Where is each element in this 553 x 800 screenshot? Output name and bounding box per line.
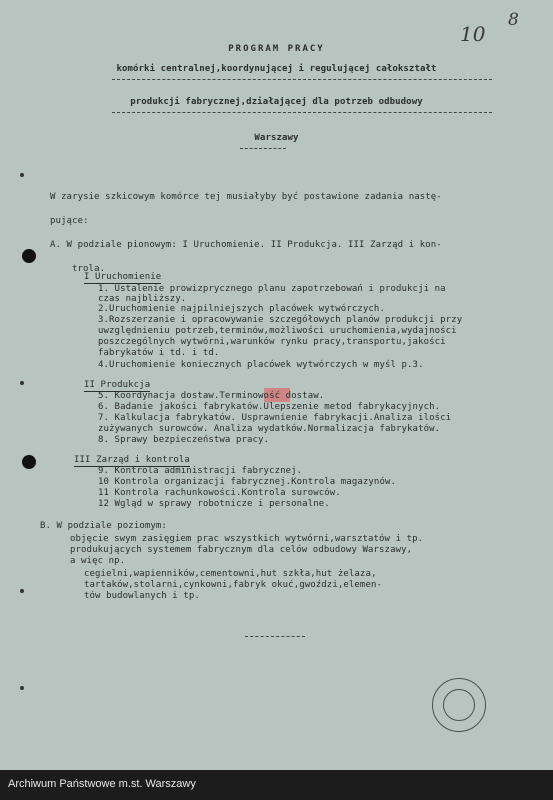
- section1-item: fabrykatów i td. i td.: [98, 348, 220, 358]
- partB-line: cegielni,wapienników,cementowni,hut szkła,hut żelaza,: [84, 569, 377, 579]
- section2-item: 5. Koordynacja dostaw.Terminowość dostaw.: [98, 391, 325, 401]
- section2-item: 8. Sprawy bezpieczeństwa pracy.: [98, 435, 270, 445]
- section1-item: uwzględnieniu potrzeb,terminów,możliwości uruchomienia,wydajności: [98, 326, 457, 336]
- section3-item: 11 Kontrola rachunkowości.Kontrola surowców.: [98, 488, 341, 498]
- closing-divider: [245, 636, 305, 637]
- punch-hole: [22, 249, 36, 263]
- section-heading-2: II Produkcja: [84, 380, 151, 390]
- partB-line: produkujących systemem fabrycznym dla celów odbudowy Warszawy,: [70, 545, 413, 555]
- section1-item: czas najbliższy.: [98, 294, 187, 304]
- intro-line-4: trola.: [72, 264, 106, 274]
- section2-item: 7. Kalkulacja fabrykatów. Usprawnienie fabrykacji.Analiza ilości: [98, 413, 452, 423]
- section2-item: zużywanych surowców. Analiza wydatków.Normalizacja fabrykatów.: [98, 424, 441, 434]
- subtitle-line-2: produkcji fabrycznej,działającej dla potrzeb odbudowy: [130, 97, 423, 107]
- partB-line: a więc np.: [70, 556, 126, 566]
- section1-item: 3.Rozszerzanie i opracowywanie szczegółowych planów produkcji przy: [98, 315, 463, 325]
- punch-mark: [20, 381, 24, 385]
- section1-item: 2.Uruchomienie najpilniejszych placówek wytwórczych.: [98, 304, 385, 314]
- archive-name: Archiwum Państwowe m.st. Warszawy: [8, 778, 196, 790]
- intro-line-1: W zarysie szkicowym komórce tej musiałyby być postawione zadania nastę-: [50, 192, 442, 202]
- subtitle-divider-1: [112, 79, 492, 80]
- handwritten-corner-number: 8: [508, 10, 519, 30]
- subtitle-line-1: komórki centralnej,koordynującej i regulującej całokształt: [116, 64, 437, 74]
- section3-item: 10 Kontrola organizacji fabrycznej.Kontrola magazynów.: [98, 477, 396, 487]
- subtitle-divider-2: [112, 112, 492, 113]
- subtitle-divider-3: [240, 148, 286, 149]
- document-title: PROGRAM PRACY: [228, 44, 325, 54]
- section1-item: 4.Uruchomienie koniecznych placówek wytwórczych w myśl p.3.: [98, 360, 424, 370]
- archive-stamp-inner: [443, 689, 475, 721]
- section1-item: poszczególnych wytwórni,warunków rynku pracy,transportu,jakości: [98, 337, 446, 347]
- subtitle-line-3: Warszawy: [254, 133, 299, 143]
- punch-mark: [20, 589, 24, 593]
- punch-mark: [20, 686, 24, 690]
- section2-item: 6. Badanie jakości fabrykatów.Ulepszenie metod fabrykacyjnych.: [98, 402, 441, 412]
- section-heading-3: III Zarząd i kontrola: [74, 455, 190, 465]
- handwritten-page-number: 10: [460, 22, 486, 46]
- archive-stamp: [432, 678, 486, 732]
- partB-line: B. W podziale poziomym:: [40, 521, 167, 531]
- partB-line: tartaków,stolarni,cynkowni,fabryk okuć,gwoździ,elemen-: [84, 580, 382, 590]
- archive-footer: [0, 770, 553, 800]
- intro-line-3: A. W podziale pionowym: I Uruchomienie. II Produkcja. III Zarząd i kon-: [50, 240, 442, 250]
- punch-hole: [22, 455, 36, 469]
- section-heading-1: I Uruchomienie: [84, 272, 162, 282]
- intro-line-2: pujące:: [50, 216, 89, 226]
- partB-line: objęcie swym zasięgiem prac wszystkich wytwórni,warsztatów i tp.: [70, 534, 424, 544]
- section1-item: 1. Ustalenie prowizprycznego planu zapotrzebowań i produkcji na: [98, 284, 446, 294]
- punch-mark: [20, 173, 24, 177]
- section3-item: 9. Kontrola administracji fabrycznej.: [98, 466, 303, 476]
- section3-item: 12 Wgląd w sprawy robotnicze i personalne.: [98, 499, 330, 509]
- partB-line: tów budowlanych i tp.: [84, 591, 200, 601]
